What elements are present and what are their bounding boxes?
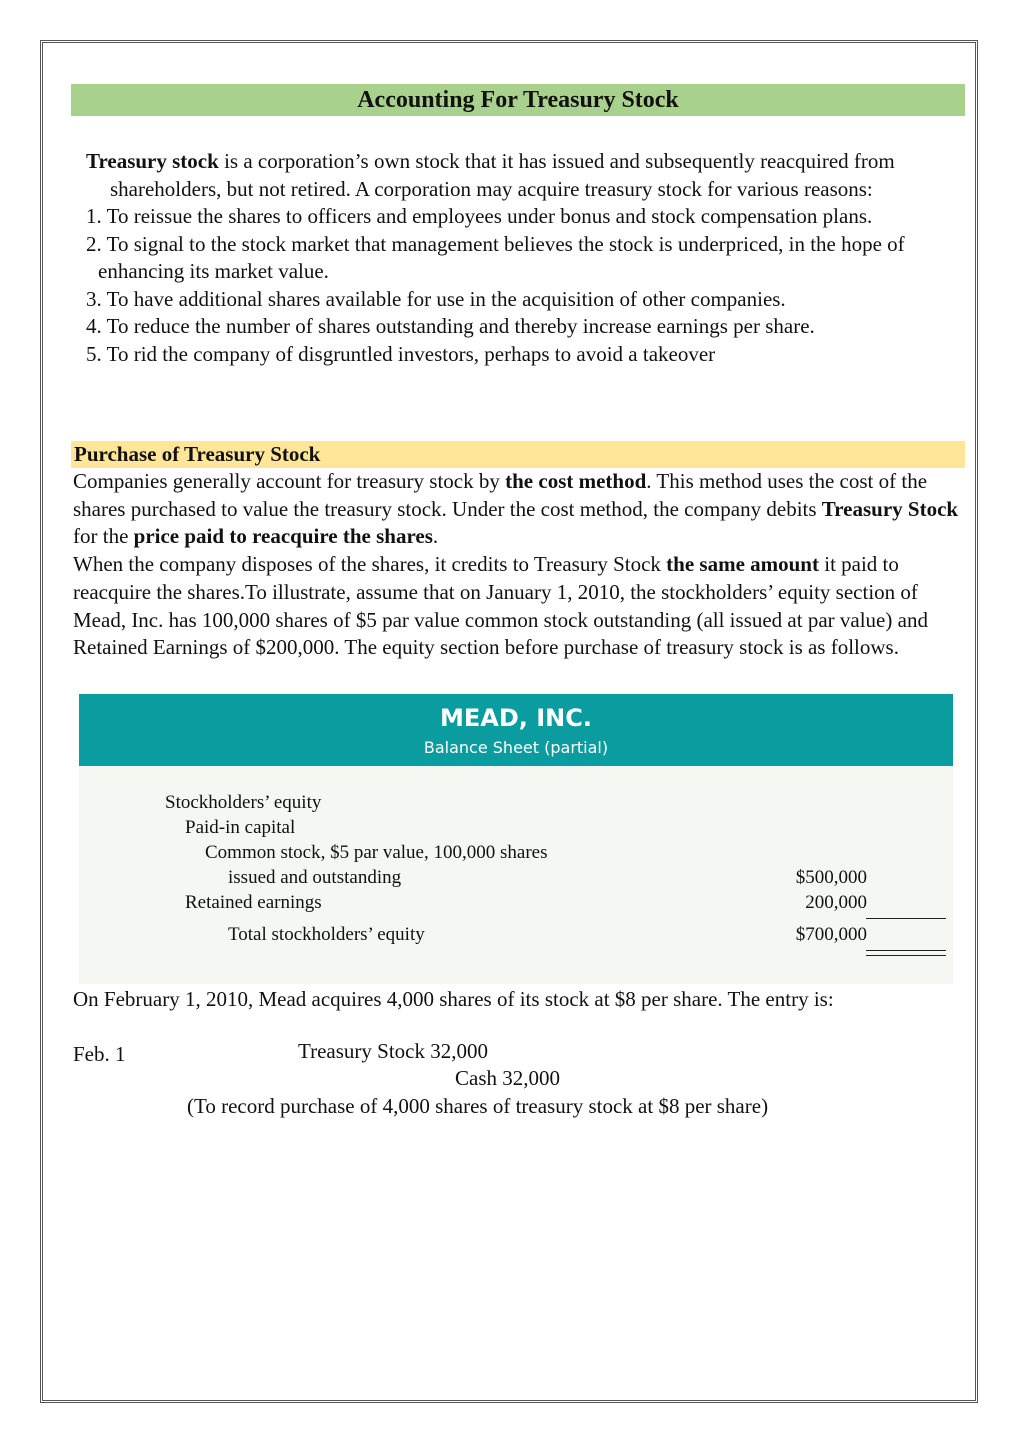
list-item: 2. To signal to the stock market that management believes the stock is underpriced, in the hope of enhancing its market value. bbox=[86, 231, 905, 283]
company-name: MEAD, INC. bbox=[440, 704, 592, 732]
amount-retained-earnings: 200,000 bbox=[805, 892, 867, 913]
line-common-stock: Common stock, $5 par value, 100,000 shares bbox=[205, 842, 548, 863]
amount-total-equity: $700,000 bbox=[795, 924, 867, 945]
section-heading-purchase: Purchase of Treasury Stock bbox=[71, 441, 965, 468]
balance-sheet-subtitle: Balance Sheet (partial) bbox=[423, 738, 609, 757]
disposal-paragraph bbox=[73, 551, 963, 662]
line-retained-earnings: Retained earnings bbox=[185, 892, 322, 913]
purchase-body bbox=[73, 468, 963, 662]
amount-common-stock: $500,000 bbox=[795, 867, 867, 888]
line-total-equity: Total stockholders’ equity bbox=[228, 924, 425, 945]
balance-sheet-figure bbox=[79, 694, 953, 984]
text-run: it paid to reacquire the shares.To illustrate, assume that on January 1, 2010, the stockholders’ equity section of Mead, Inc. has 100,000 shares of $5 par value common stock outstanding (all issued at par value) and Retained Earnings of $200,000. The equity section before purchase of treasury stock is as follows. bbox=[73, 552, 928, 660]
list-item: 3. To have additional shares available for use in the acquisition of other companies. bbox=[86, 286, 786, 311]
list-item: 1. To reissue the shares to officers and employees under bonus and stock compensation plans. bbox=[86, 204, 873, 228]
text-run: Companies generally account for treasury stock by bbox=[73, 469, 506, 493]
text-run: When the company disposes of the shares, it credits to Treasury Stock bbox=[73, 552, 667, 577]
balance-sheet-header bbox=[79, 694, 953, 766]
definition-paragraph bbox=[86, 148, 956, 203]
bold-treasury-stock: Treasury Stock bbox=[821, 496, 959, 521]
entry-credit: Cash 32,000 bbox=[455, 1066, 560, 1090]
cost-method-paragraph bbox=[73, 468, 963, 551]
text-run: . This method uses the cost of the shares purchased to value the treasury stock. Under the cost method, the company debits bbox=[73, 469, 928, 521]
text-run: . bbox=[432, 524, 439, 549]
entry-date: Feb. 1 bbox=[73, 1042, 126, 1066]
line-stockholders-equity: Stockholders’ equity bbox=[165, 792, 322, 813]
total-double-rule bbox=[866, 950, 946, 956]
intro-section bbox=[86, 148, 956, 368]
bold-cost-method: the cost method bbox=[505, 469, 647, 493]
text-run: for the bbox=[73, 524, 134, 549]
subtotal-rule bbox=[866, 918, 946, 919]
reasons-list bbox=[86, 203, 956, 368]
entry-memo: (To record purchase of 4,000 shares of treasury stock at $8 per share) bbox=[187, 1094, 769, 1118]
page-title: Accounting For Treasury Stock bbox=[71, 84, 965, 116]
list-item: 5. To rid the company of disgruntled investors, perhaps to avoid a takeover bbox=[86, 341, 716, 366]
definition-text: is a corporation’s own stock that it has issued and subsequently reacquired from shareholders, but not retired. A corporation may acquire treasury stock for various reasons: bbox=[110, 149, 895, 201]
entry-debit: Treasury Stock 32,000 bbox=[298, 1039, 488, 1063]
list-item: 4. To reduce the number of shares outstanding and thereby increase earnings per share. bbox=[86, 314, 815, 338]
bold-price-paid: price paid to reacquire the shares bbox=[133, 524, 433, 549]
term-treasury-stock: Treasury stock bbox=[86, 149, 219, 173]
bold-same-amount: the same amount bbox=[666, 552, 819, 577]
line-paid-in-capital: Paid-in capital bbox=[185, 817, 296, 838]
entry-intro: On February 1, 2010, Mead acquires 4,000 shares of its stock at $8 per share. The entry is: bbox=[73, 987, 834, 1011]
line-issued-outstanding: issued and outstanding bbox=[228, 867, 402, 888]
